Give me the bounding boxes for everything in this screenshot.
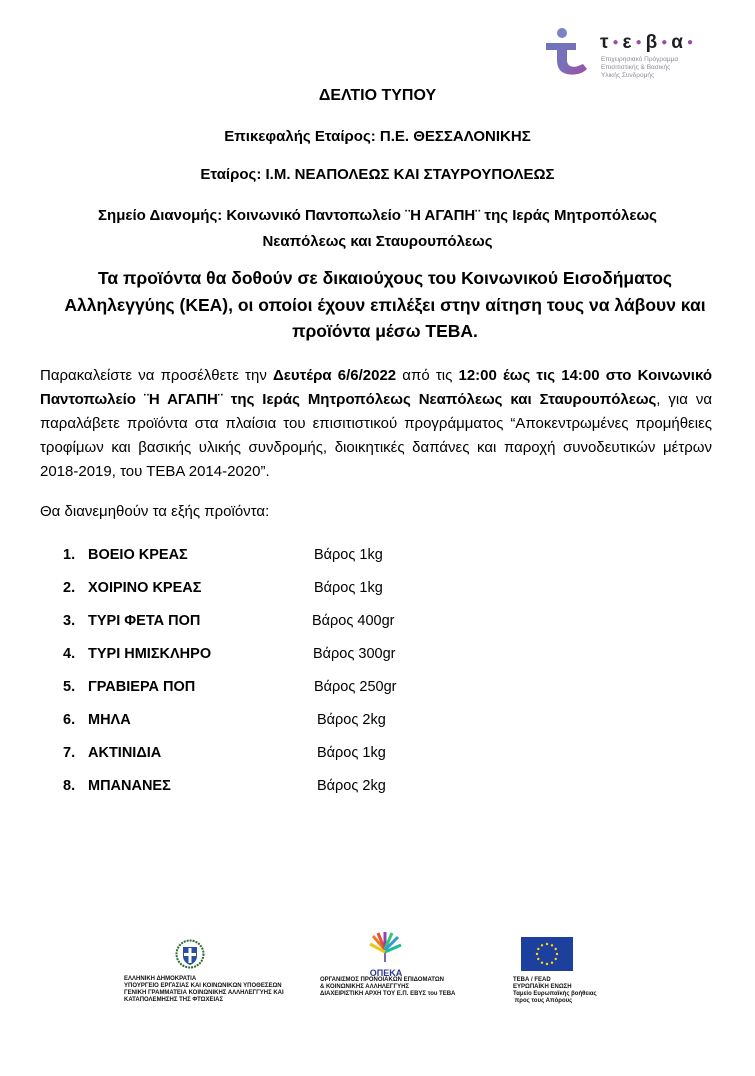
item-name: ΜΠΑΝΑΝΕΣ [88,778,171,794]
item-name: ΤΥΡΙ ΦΕΤΑ ΠΟΠ [88,613,201,629]
products-list [63,547,463,811]
list-item [63,646,463,679]
opeka-logo-icon [365,930,407,964]
date-bold: Δευτέρα 6/6/2022 [272,367,397,384]
page-title: ΔΕΛΤΙΟ ΤΥΠΟΥ [318,87,437,104]
list-item [63,745,463,778]
teba-logo [543,26,713,86]
item-weight: Βάρος 1kg [314,547,383,563]
partner: Εταίρος: Ι.Μ. ΝΕΑΠΟΛΕΩΣ ΚΑΙ ΣΤΑΥΡΟΥΠΟΛΕΩΣ [200,166,555,183]
item-name: ΒΟΕΙΟ ΚΡΕΑΣ [88,547,188,563]
opeka-logo [365,930,407,978]
item-number: 6. [63,712,76,728]
eu-text: ΤΕΒΑ / FEAD ΕΥΡΩΠΑΪΚΗ ΕΝΩΣΗ Ταμείο Ευρωπαϊκής βοήθειας προς τους Απόρους [513,977,597,1004]
products-intro: Θα διανεμηθούν τα εξής προϊόντα: [40,503,270,520]
teba-subtitle: Επιχειρησιακό Πρόγραμμα Επισιτιστικής & Βασικής Υλικής Συνδρομής [601,56,679,79]
item-weight: Βάρος 300gr [313,646,396,662]
item-number: 4. [63,646,76,662]
greek-ministry-text: ΕΛΛΗΝΙΚΗ ΔΗΜΟΚΡΑΤΙΑ ΥΠΟΥΡΓΕΙΟ ΕΡΓΑΣΙΑΣ ΚΑΙ ΚΟΙΝΩΝΙΚΩΝ ΥΠΟΘΕΣΕΩΝ ΓΕΝΙΚΗ ΓΡΑΜΜΑΤΕΙΑ ΚΟΙΝΩΝΙΚΗΣ ΑΛΛΗΛΕΓΓΥΗΣ ΚΑΙ ΚΑΤΑΠΟΛΕΜΗΣΗΣ ΤΗΣ ΦΤΩΧΕΙΑΣ [124,976,284,1003]
body-paragraph: Παρακαλείστε να προσέλθετε την Δευτέρα 6/6/2022 από τις 12:00 έως τις 14:00 στο Κοινωνικό Παντοπωλείο ¨Η ΑΓΑΠΗ¨ της Ιεράς Μητροπόλεως Νεαπόλεως και Σταυρουπόλεως, για να παραλάβετε προϊόντα στα πλαίσια του επισιτιστικού προγράμματος “Αποκεντρωμένες προμήθειες τροφίμων και βασικής υλικής συνδρομής, διοικητικές δαπάνες και παροχή συνοδευτικών μέτρων 2018-2019, του ΤΕΒΑ 2014-2020”. [40,367,712,480]
item-weight: Βάρος 1kg [317,745,386,761]
item-name: ΜΗΛΑ [88,712,131,728]
list-item [63,679,463,712]
eu-flag-icon [521,937,573,971]
list-item [63,547,463,580]
time-location-bold: 12:00 έως τις 14:00 στο Κοινωνικό Παντοπωλείο ¨Η ΑΓΑΠΗ¨ της Ιεράς Μητροπόλεως Νεαπόλεως και Σταυρουπόλεως [40,367,712,408]
item-name: ΓΡΑΒΙΕΡΑ ΠΟΠ [88,679,196,695]
opeka-text: ΟΡΓΑΝΙΣΜΟΣ ΠΡΟΝΟΙΑΚΩΝ ΕΠΙΔΟΜΑΤΩΝ & ΚΟΙΝΩΝΙΚΗΣ ΑΛΛΗΛΕΓΓΥΗΣ ΔΙΑΧΕΙΡΙΣΤΙΚΗ ΑΡΧΗ ΤΟΥ Ε.Π. ΕΒΥΣ του ΤΕΒΑ [320,977,456,997]
list-item [63,613,463,646]
distribution-point: Σημείο Διανομής: Κοινωνικό Παντοπωλείο ¨Η ΑΓΑΠΗ¨ της Ιεράς Μητροπόλεως Νεαπόλεως και Σταυρουπόλεως [98,207,657,250]
teba-logo-icon [543,26,593,76]
teba-wordmark: τ ● ε ● β ● α ● [600,32,694,53]
lead-partner: Επικεφαλής Εταίρος: Π.Ε. ΘΕΣΣΑΛΟΝΙΚΗΣ [224,128,531,145]
list-item [63,712,463,745]
item-number: 7. [63,745,76,761]
item-weight: Βάρος 2kg [317,778,386,794]
item-weight: Βάρος 250gr [314,679,397,695]
item-name: ΑΚΤΙΝΙΔΙΑ [88,745,162,761]
item-number: 1. [63,547,76,563]
item-weight: Βάρος 400gr [312,613,395,629]
item-number: 5. [63,679,76,695]
item-weight: Βάρος 2kg [317,712,386,728]
list-item [63,778,463,811]
item-weight: Βάρος 1kg [314,580,383,596]
greek-emblem-icon [175,939,205,969]
list-item [63,580,463,613]
opeka-wordmark: ΟΠΕΚΑ [369,968,403,978]
item-number: 3. [63,613,76,629]
item-name: ΧΟΙΡΙΝΟ ΚΡΕΑΣ [88,580,202,596]
item-number: 8. [63,778,76,794]
headline: Τα προϊόντα θα δοθούν σε δικαιούχους του Κοινωνικού Εισοδήματος Αλληλεγγύης (ΚΕΑ), οι οποίοι έχουν επιλέξει στην αίτηση τους να λάβουν και προϊόντα μέσω ΤΕΒΑ. [64,268,706,341]
item-number: 2. [63,580,76,596]
item-name: ΤΥΡΙ ΗΜΙΣΚΛΗΡΟ [88,646,212,662]
